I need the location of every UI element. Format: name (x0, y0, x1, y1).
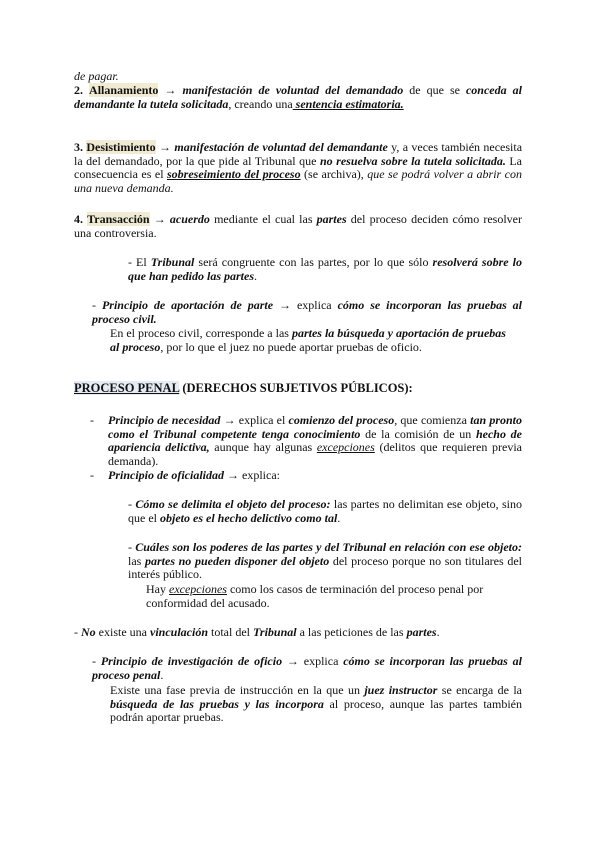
section-title: PROCESO PENAL (74, 381, 180, 395)
emphasis: Tribunal (150, 255, 195, 269)
text-fragment: explica (303, 654, 344, 668)
paragraph-excepciones (146, 583, 522, 610)
emphasis-underlined: excepciones (169, 582, 227, 596)
paragraph-allanamiento (74, 84, 522, 111)
text-fragment: existe una (95, 625, 150, 639)
paragraph-transaccion (74, 213, 522, 240)
bullet-dash: - (128, 497, 136, 511)
arrow-icon: → (220, 413, 239, 427)
principle-title: Principio de investigación de oficio (100, 654, 283, 668)
emphasis: comienzo del proceso (288, 413, 395, 427)
text-fragment: del proceso porque no son titulares del interés público. (128, 553, 522, 582)
text-fragment: de pagar. (74, 69, 119, 83)
text-fragment: . (436, 625, 440, 639)
emphasis: No (81, 625, 96, 639)
text-fragment: , que comienza (394, 413, 471, 427)
text-fragment: Existe una fase previa de instrucción en la que un (110, 683, 365, 697)
emphasis-underlined: sentencia estimatoria. (292, 96, 404, 111)
arrow-icon: → (164, 83, 177, 97)
text-fragment: explica (296, 298, 338, 312)
emphasis: búsqueda de las pruebas y las incorpora (110, 696, 324, 711)
paragraph-desistimiento (74, 141, 522, 195)
arrow-icon: → (224, 468, 242, 482)
emphasis: partes (316, 212, 347, 226)
paragraph-objeto (128, 498, 522, 525)
emphasis-underlined: excepciones (316, 440, 375, 455)
paragraph-vinculacion (74, 626, 522, 640)
term-transaccion: Transacción (87, 212, 150, 226)
text-fragment: se encarga de la (437, 683, 522, 697)
text-fragment: Hay (146, 582, 169, 596)
principle-title: Principio de necesidad (108, 413, 221, 427)
section-heading (74, 382, 522, 396)
text-fragment: al proceso, aunque las partes también podrán aportar pruebas. (110, 696, 522, 725)
emphasis: cómo se incorporan las pruebas al proceso penal (92, 654, 523, 682)
emphasis: Tribunal (253, 625, 297, 639)
text-line (74, 70, 522, 84)
text-fragment: , creando una (228, 96, 293, 111)
definition: acuerdo (169, 212, 210, 226)
arrow-icon: → (159, 140, 172, 154)
emphasis: resolverá sobre lo que han pedido las partes (128, 255, 522, 283)
emphasis: tan pronto como el Tribunal competente tenga conocimiento (108, 413, 523, 441)
text-fragment: aunque hay algunas (209, 440, 317, 455)
section-subtitle: (DERECHOS SUBJETIVOS PÚBLICOS): (179, 381, 413, 395)
bullet-dash: - (90, 413, 94, 427)
emphasis: juez instructor (364, 683, 438, 697)
emphasis: partes la búsqueda y aportación de pruebas al proceso (110, 326, 506, 354)
definition: manifestación de voluntad del demandante (174, 140, 388, 154)
item-number: 3. (74, 140, 83, 154)
emphasis: partes (406, 625, 437, 639)
text-fragment: será congruente con las partes, por lo que sólo (194, 255, 433, 269)
text-fragment: (delitos que requieren previa demanda). (108, 440, 522, 468)
text-fragment: , por lo que el juez no puede aportar pruebas de oficio. (160, 339, 422, 354)
bullet-dash: - (74, 625, 81, 639)
text-fragment: las (128, 553, 145, 568)
paragraph-instruccion (110, 684, 522, 725)
paragraph-aportacion-parte (92, 299, 522, 326)
paragraph-aportacion-detalle (110, 327, 510, 354)
arrow-icon: → (273, 298, 297, 312)
emphasis: vinculación (150, 625, 209, 639)
item-number: 4. (74, 212, 83, 226)
paragraph-poderes (128, 541, 522, 582)
text-fragment: explica: (242, 468, 280, 482)
emphasis: hecho de apariencia delictiva, (108, 426, 523, 455)
text-fragment: las partes no delimitan ese objeto, sino que el (128, 497, 522, 525)
emphasis: cómo se incorporan las pruebas al proceso civil. (92, 298, 523, 326)
emphasis: partes no pueden disponer del objeto (144, 553, 330, 568)
text-fragment: a las peticiones de las (296, 625, 407, 639)
text-fragment: y, a veces también necesita la del demandado, por la que pide al Tribunal que (74, 140, 523, 168)
bullet-dash: - (90, 468, 94, 482)
text-fragment: explica el (238, 413, 289, 427)
question: Cómo se delimita el objeto del proceso: (135, 497, 331, 511)
item-number: 2. (74, 83, 83, 97)
text-fragment: . (160, 667, 164, 682)
text-fragment: . (254, 268, 258, 283)
bullet-dash: - El (128, 255, 151, 269)
definition: manifestación de voluntad del demandado (182, 83, 404, 97)
paragraph-congruencia (128, 256, 522, 283)
principle-title: Principio de oficialidad (108, 468, 224, 482)
arrow-icon: → (282, 654, 304, 668)
paragraph-oficialidad (90, 468, 522, 483)
text-fragment: del proceso deciden cómo resolver una controversia. (74, 212, 522, 240)
bullet-dash: - (128, 540, 136, 554)
text-fragment: de la comisión de un (360, 426, 476, 441)
text-fragment: En el proceso civil, corresponde a las (110, 326, 292, 340)
paragraph-necesidad (90, 413, 523, 468)
text-fragment: La consecuencia es el (74, 153, 523, 182)
text-fragment: (se archiva), (300, 167, 368, 182)
question: Cuáles son los poderes de las partes y del Tribunal en relación con ese objeto: (135, 540, 522, 554)
text-fragment: que se podrá volver a abrir con una nueva demanda. (74, 167, 522, 195)
bullet-dash: - (92, 654, 101, 668)
emphasis: conceda al demandante la tutela solicitada (74, 83, 522, 111)
bullet-dash: - (92, 298, 102, 312)
term-allanamiento: Allanamiento (89, 83, 159, 97)
text-fragment: mediante el cual las (209, 212, 317, 226)
arrow-icon: → (153, 212, 166, 226)
emphasis: objeto es el hecho delictivo como tal (160, 510, 338, 525)
emphasis: no resuelva sobre la tutela solicitada. (319, 153, 506, 168)
paragraph-investigacion (92, 655, 522, 682)
term-desistimiento: Desistimiento (86, 140, 156, 154)
emphasis-underlined: sobreseimiento del proceso (167, 167, 301, 182)
principle-title: Principio de aportación de parte (101, 298, 274, 312)
text-fragment: . (337, 510, 341, 525)
text-fragment: total del (208, 625, 254, 639)
text-fragment: de que se (403, 83, 466, 97)
text-fragment: como los casos de terminación del proceso penal por conformidad del acusado. (146, 582, 484, 610)
